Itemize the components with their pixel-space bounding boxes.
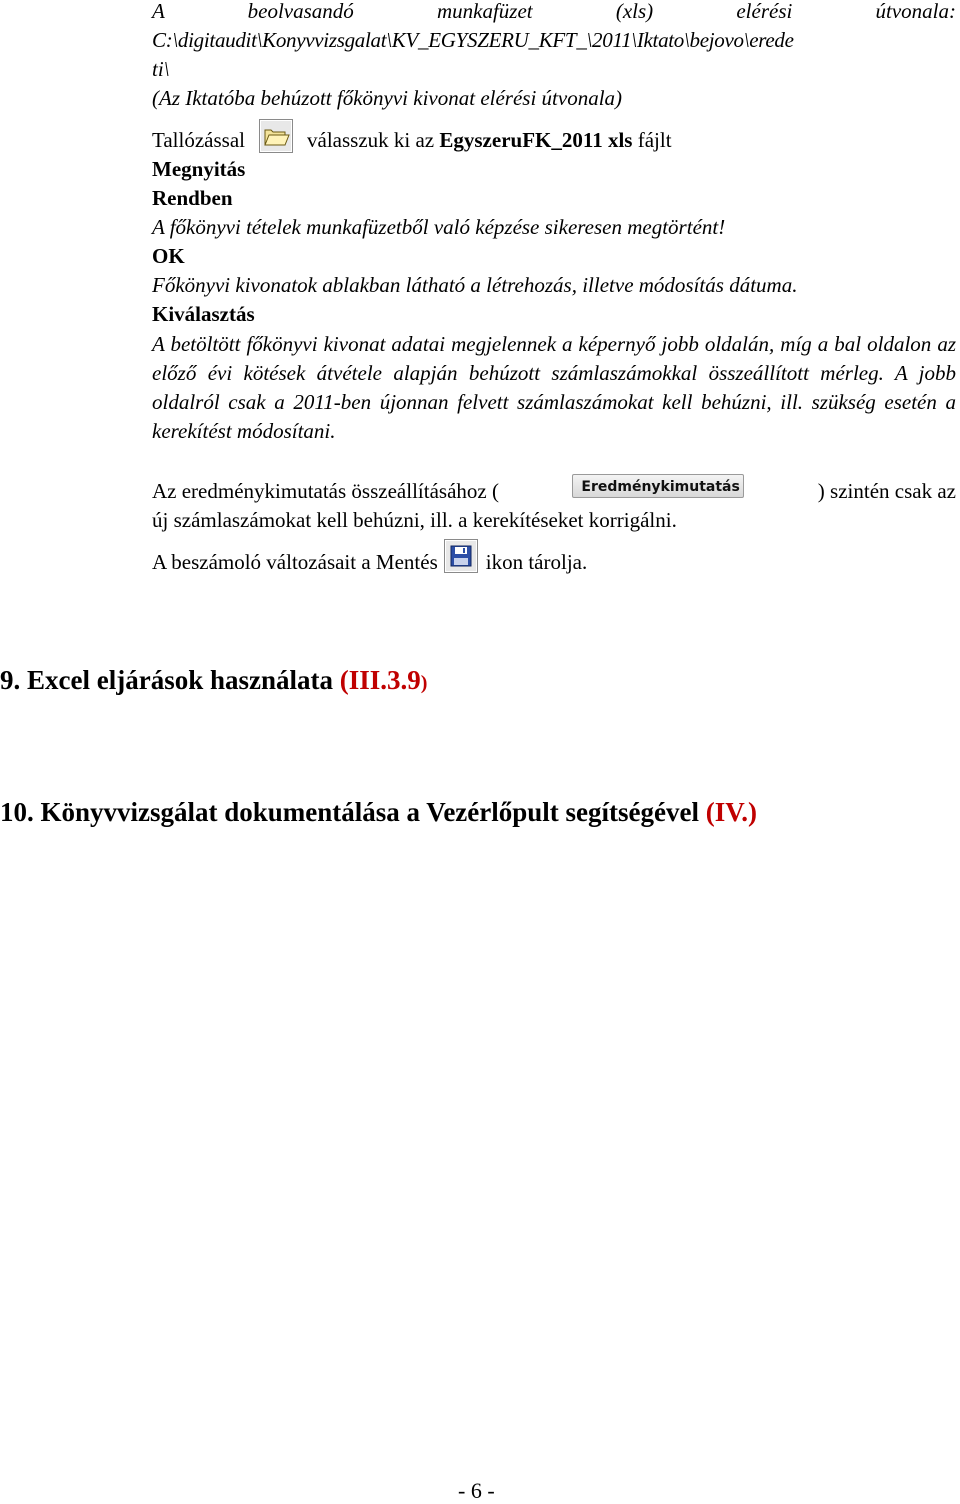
browse-file-name: EgyszeruFK_2011 xls	[439, 127, 633, 152]
income-statement-prefix: Az eredménykimutatás összeállításához (	[152, 479, 499, 503]
path-intro-word: munkafüzet	[436, 0, 533, 23]
step-select: Kiválasztás	[152, 302, 255, 326]
date-note: Főkönyvi kivonatok ablakban látható a létrehozás, illetve módosítás dátuma.	[152, 273, 798, 297]
path-intro-word: beolvasandó	[247, 0, 354, 23]
section-heading-10-close: )	[748, 797, 758, 827]
step-rendben: Rendben	[152, 186, 233, 210]
browse-middle: válasszuk ki az	[307, 127, 435, 152]
income-statement-line	[152, 477, 956, 506]
floppy-disk-icon[interactable]	[444, 539, 478, 573]
step-open: Megnyitás	[152, 157, 246, 181]
section-heading-9	[0, 665, 427, 696]
income-statement-line-2: új számlaszámokat kell behúzni, ill. a kerekítéseket korrigálni.	[152, 508, 677, 532]
step-ok: OK	[152, 244, 185, 268]
save-suffix: ikon tárolja.	[485, 549, 588, 574]
path-line-3: ti\	[152, 57, 170, 81]
browse-instruction	[152, 125, 672, 154]
path-intro-word: útvonala:	[875, 0, 956, 23]
browse-suffix: fájlt	[637, 127, 672, 152]
path-intro-word: (xls)	[615, 0, 654, 23]
save-prefix: A beszámoló változásait a Mentés	[152, 549, 438, 574]
save-instruction	[152, 547, 587, 576]
success-message: A főkönyvi tételek munkafüzetből való képzése sikeresen megtörtént!	[152, 215, 726, 239]
path-intro-line	[152, 0, 956, 26]
income-statement-suffix: ) szintén csak az	[817, 479, 956, 503]
page-number: - 6 -	[458, 1478, 495, 1503]
path-intro-word: elérési	[736, 0, 793, 23]
section-heading-9-ref: (III.3.9	[339, 665, 421, 695]
section-heading-10-text: 10. Könyvvizsgálat dokumentálása a Vezérlőpult segítségével	[0, 797, 699, 827]
section-heading-9-text: 9. Excel eljárások használata	[0, 665, 333, 695]
section-heading-10-ref: (IV.	[705, 797, 749, 827]
income-statement-button[interactable]: Eredménykimutatás	[572, 474, 744, 498]
browse-prefix: Tallózással	[152, 127, 245, 152]
path-intro-word: A	[152, 0, 165, 23]
loaded-ledger-paragraph: A betöltött főkönyvi kivonat adatai megjelennek a képernyő jobb oldalán, míg a bal oldalon az előző évi kötések átvétele alapján behúzott számlaszámokkal összeállított mérleg. A jobb oldalról csak a 2011-ben újonnan felvett számlaszámokat kell behúzni, ill. szükség esetén a kerekítést módosítani.	[152, 332, 956, 443]
path-line-2: C:\digitaudit\Konyvvizsgalat\KV_EGYSZERU_KFT_\2011\Iktato\bejovo\erede	[152, 28, 794, 52]
folder-open-icon[interactable]	[259, 119, 293, 153]
path-note: (Az Iktatóba behúzott főkönyvi kivonat elérési útvonala)	[152, 86, 623, 110]
section-heading-10	[0, 797, 757, 828]
section-heading-9-close: )	[420, 672, 428, 694]
